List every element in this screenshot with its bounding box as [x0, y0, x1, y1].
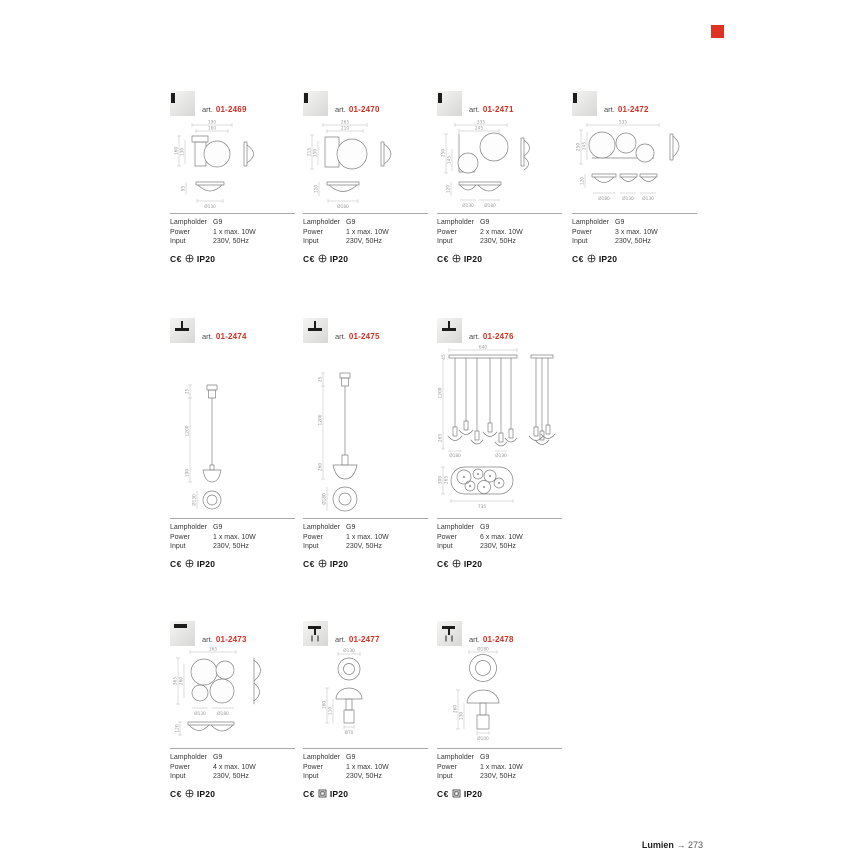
ce-mark: C€: [303, 788, 315, 799]
svg-text:160: 160: [322, 700, 328, 710]
svg-text:Ø180: Ø180: [484, 204, 496, 209]
svg-text:130: 130: [459, 711, 465, 721]
svg-text:250: 250: [441, 148, 447, 158]
art-number: 01-2478: [482, 635, 514, 644]
svg-text:Ø130: Ø130: [495, 454, 507, 459]
product-cell-01-2477: [303, 618, 431, 799]
technical-drawing: [170, 646, 298, 748]
ce-mark: C€: [303, 558, 315, 569]
circle-cert-icon: [452, 254, 461, 263]
product-thumbnail: [170, 91, 195, 116]
ip-rating: IP20: [196, 788, 216, 799]
circle-cert-icon: [452, 559, 461, 568]
svg-text:215: 215: [307, 147, 313, 157]
ce-mark: C€: [437, 788, 449, 799]
svg-text:260: 260: [453, 704, 459, 714]
ip-rating: IP20: [598, 253, 618, 264]
svg-text:Ø130: Ø130: [642, 197, 654, 202]
product-header: [437, 88, 565, 116]
svg-text:120: 120: [446, 184, 452, 194]
svg-text:160: 160: [174, 146, 180, 156]
pendant-drawing: [170, 343, 298, 518]
product-cell-01-2470: [303, 88, 431, 264]
circle-cert-icon: [185, 254, 194, 263]
svg-text:Ø130: Ø130: [194, 712, 206, 717]
svg-text:1200: 1200: [318, 414, 324, 426]
art-number: 01-2473: [215, 635, 247, 644]
svg-text:1200: 1200: [438, 387, 444, 399]
svg-text:150: 150: [313, 148, 319, 158]
art-number: 01-2475: [348, 332, 380, 341]
certifications: [303, 559, 431, 569]
svg-text:Ø130: Ø130: [343, 649, 355, 654]
svg-text:Ø180: Ø180: [217, 712, 229, 717]
product-cell-01-2476: [437, 315, 565, 569]
technical-drawing: [437, 343, 565, 518]
spec-table: Lampholder G9 Power 4 x max. 10W Input 230V, 50Hz: [170, 748, 295, 782]
svg-text:Ø70: Ø70: [344, 731, 354, 736]
ce-mark: C€: [437, 558, 449, 569]
art-label: art. 01-2478: [469, 635, 514, 644]
technical-drawing: [170, 343, 298, 518]
art-number: 01-2471: [482, 105, 514, 114]
svg-text:Ø130: Ø130: [204, 205, 216, 210]
svg-text:1200: 1200: [185, 425, 191, 437]
product-thumbnail: [170, 621, 195, 646]
art-label: art. 01-2474: [202, 332, 247, 341]
arrow-glyph: →: [676, 840, 686, 850]
table-lamp-drawing: [437, 646, 565, 748]
svg-text:250: 250: [576, 142, 582, 152]
svg-text:160: 160: [207, 126, 217, 132]
table-lamp-drawing: [303, 646, 431, 748]
svg-text:25: 25: [318, 376, 324, 383]
certifications: [572, 254, 700, 264]
ce-mark: C€: [437, 253, 449, 264]
ce-mark: C€: [303, 253, 315, 264]
product-thumbnail: [437, 91, 462, 116]
product-cell-01-2475: [303, 315, 431, 569]
technical-drawing: [572, 116, 700, 213]
product-header: [170, 88, 298, 116]
ip-rating: IP20: [329, 788, 349, 799]
circle-cert-icon: [318, 559, 327, 568]
page-footer: [642, 840, 703, 850]
product-header: [303, 88, 431, 116]
art-label: art. 01-2476: [469, 332, 514, 341]
product-cell-01-2472: [572, 88, 700, 264]
ip-rating: IP20: [463, 558, 483, 569]
art-number: 01-2469: [215, 105, 247, 114]
art-number: 01-2477: [348, 635, 380, 644]
svg-text:25: 25: [185, 388, 191, 395]
art-label: art. 01-2477: [335, 635, 380, 644]
ce-mark: C€: [170, 788, 182, 799]
svg-text:535: 535: [618, 120, 628, 126]
spec-table: Lampholder G9 Power 1 x max. 10W Input 230V, 50Hz: [303, 213, 428, 247]
product-thumbnail: [170, 318, 195, 343]
circle-cert-icon: [318, 254, 327, 263]
ce-mark: C€: [170, 253, 182, 264]
art-number: 01-2470: [348, 105, 380, 114]
ip-rating: IP20: [463, 253, 483, 264]
svg-text:120: 120: [314, 184, 320, 194]
spec-table: Lampholder G9 Power 1 x max. 10W Input 230V, 50Hz: [437, 748, 562, 782]
product-header: [170, 315, 298, 343]
product-header: [437, 618, 565, 646]
svg-text:265: 265: [444, 475, 450, 485]
svg-text:Ø180: Ø180: [337, 205, 349, 210]
svg-text:735: 735: [477, 505, 487, 510]
product-cell-01-2471: [437, 88, 565, 264]
svg-text:130: 130: [180, 147, 186, 157]
svg-text:265: 265: [438, 433, 444, 443]
product-thumbnail: [437, 621, 462, 646]
art-label: art. 01-2472: [604, 105, 649, 114]
product-thumbnail: [437, 318, 462, 343]
svg-text:190: 190: [207, 120, 217, 126]
ip-rating: IP20: [329, 253, 349, 264]
svg-text:145: 145: [582, 141, 588, 151]
product-cell-01-2473: [170, 618, 298, 799]
svg-text:245: 245: [474, 126, 484, 132]
product-thumbnail: [303, 91, 328, 116]
collection-name: Lumien: [641, 840, 674, 850]
certifications: [437, 254, 565, 264]
ce-mark: C€: [170, 558, 182, 569]
red-section-marker: [711, 25, 724, 38]
product-header: [170, 618, 298, 646]
art-label: art. 01-2471: [469, 105, 514, 114]
certifications: [303, 254, 431, 264]
product-thumbnail: [303, 621, 328, 646]
svg-text:365: 365: [173, 676, 179, 686]
ip-rating: IP20: [463, 788, 483, 799]
svg-text:Ø180: Ø180: [477, 647, 489, 653]
svg-text:Ø130: Ø130: [462, 204, 474, 209]
svg-text:Ø180: Ø180: [322, 493, 328, 505]
page-number: 273: [687, 840, 703, 850]
class2-cert-icon: [318, 789, 327, 798]
product-thumbnail: [572, 91, 597, 116]
circle-cert-icon: [587, 254, 596, 263]
technical-drawing: [170, 116, 298, 213]
ip-rating: IP20: [196, 253, 216, 264]
technical-drawing: [303, 116, 431, 213]
certifications: [303, 789, 431, 799]
certifications: [170, 254, 298, 264]
product-header: [303, 315, 431, 343]
svg-text:260: 260: [318, 462, 324, 472]
svg-text:95: 95: [181, 185, 187, 192]
pendant-multi-drawing: [437, 343, 565, 518]
svg-text:Ø130: Ø130: [622, 197, 634, 202]
spec-table: Lampholder G9 Power 1 x max. 10W Input 230V, 50Hz: [170, 518, 295, 552]
product-header: [572, 88, 700, 116]
art-number: 01-2472: [617, 105, 649, 114]
svg-text:Ø180: Ø180: [598, 197, 610, 202]
svg-text:Ø100: Ø100: [477, 737, 489, 742]
svg-text:365: 365: [208, 647, 218, 653]
art-label: art. 01-2475: [335, 332, 380, 341]
circle-cert-icon: [185, 789, 194, 798]
spec-table: Lampholder G9 Power 1 x max. 10W Input 230V, 50Hz: [170, 213, 295, 247]
technical-drawing: [437, 646, 565, 748]
svg-text:Ø130: Ø130: [192, 494, 198, 506]
svg-text:335: 335: [476, 120, 486, 126]
art-number: 01-2474: [215, 332, 247, 341]
svg-text:210: 210: [340, 126, 350, 132]
svg-text:120: 120: [175, 724, 181, 733]
technical-drawing: [303, 343, 431, 518]
product-cell-01-2474: [170, 315, 298, 569]
product-cell-01-2469: [170, 88, 298, 264]
wall-lamp-drawing: [303, 116, 431, 213]
product-thumbnail: [303, 318, 328, 343]
spec-table: Lampholder G9 Power 6 x max. 10W Input 230V, 50Hz: [437, 518, 562, 552]
svg-text:145: 145: [447, 155, 453, 165]
wall-lamp-drawing: [572, 116, 700, 213]
technical-drawing: [437, 116, 565, 213]
svg-text:110: 110: [328, 706, 334, 716]
wall-lamp-drawing: [170, 116, 298, 213]
spec-table: Lampholder G9 Power 2 x max. 10W Input 230V, 50Hz: [437, 213, 562, 247]
ip-rating: IP20: [329, 558, 349, 569]
spec-table: Lampholder G9 Power 1 x max. 10W Input 230V, 50Hz: [303, 748, 428, 782]
art-label: art. 01-2469: [202, 105, 247, 114]
spec-table: Lampholder G9 Power 3 x max. 10W Input 230V, 50Hz: [572, 213, 697, 247]
svg-text:640: 640: [478, 345, 488, 351]
svg-text:45: 45: [442, 354, 447, 360]
svg-text:190: 190: [185, 468, 191, 478]
pendant-drawing: [303, 343, 431, 518]
svg-text:120: 120: [580, 176, 586, 186]
product-cell-01-2478: [437, 618, 565, 799]
art-label: art. 01-2473: [202, 635, 247, 644]
wall-lamp-drawing: [437, 116, 565, 213]
svg-text:300: 300: [438, 475, 444, 485]
art-number: 01-2476: [482, 332, 514, 341]
ceiling-lamp-drawing: [170, 646, 298, 748]
art-label: art. 01-2470: [335, 105, 380, 114]
certifications: [170, 789, 298, 799]
circle-cert-icon: [185, 559, 194, 568]
certifications: [437, 559, 565, 569]
svg-text:Ø180: Ø180: [449, 454, 461, 459]
certifications: [170, 559, 298, 569]
technical-drawing: [303, 646, 431, 748]
product-header: [303, 618, 431, 646]
certifications: [437, 789, 565, 799]
class2-cert-icon: [452, 789, 461, 798]
product-header: [437, 315, 565, 343]
svg-text:260: 260: [179, 676, 185, 686]
ip-rating: IP20: [196, 558, 216, 569]
ce-mark: C€: [572, 253, 584, 264]
svg-text:265: 265: [340, 120, 350, 126]
spec-table: Lampholder G9 Power 1 x max. 10W Input 230V, 50Hz: [303, 518, 428, 552]
